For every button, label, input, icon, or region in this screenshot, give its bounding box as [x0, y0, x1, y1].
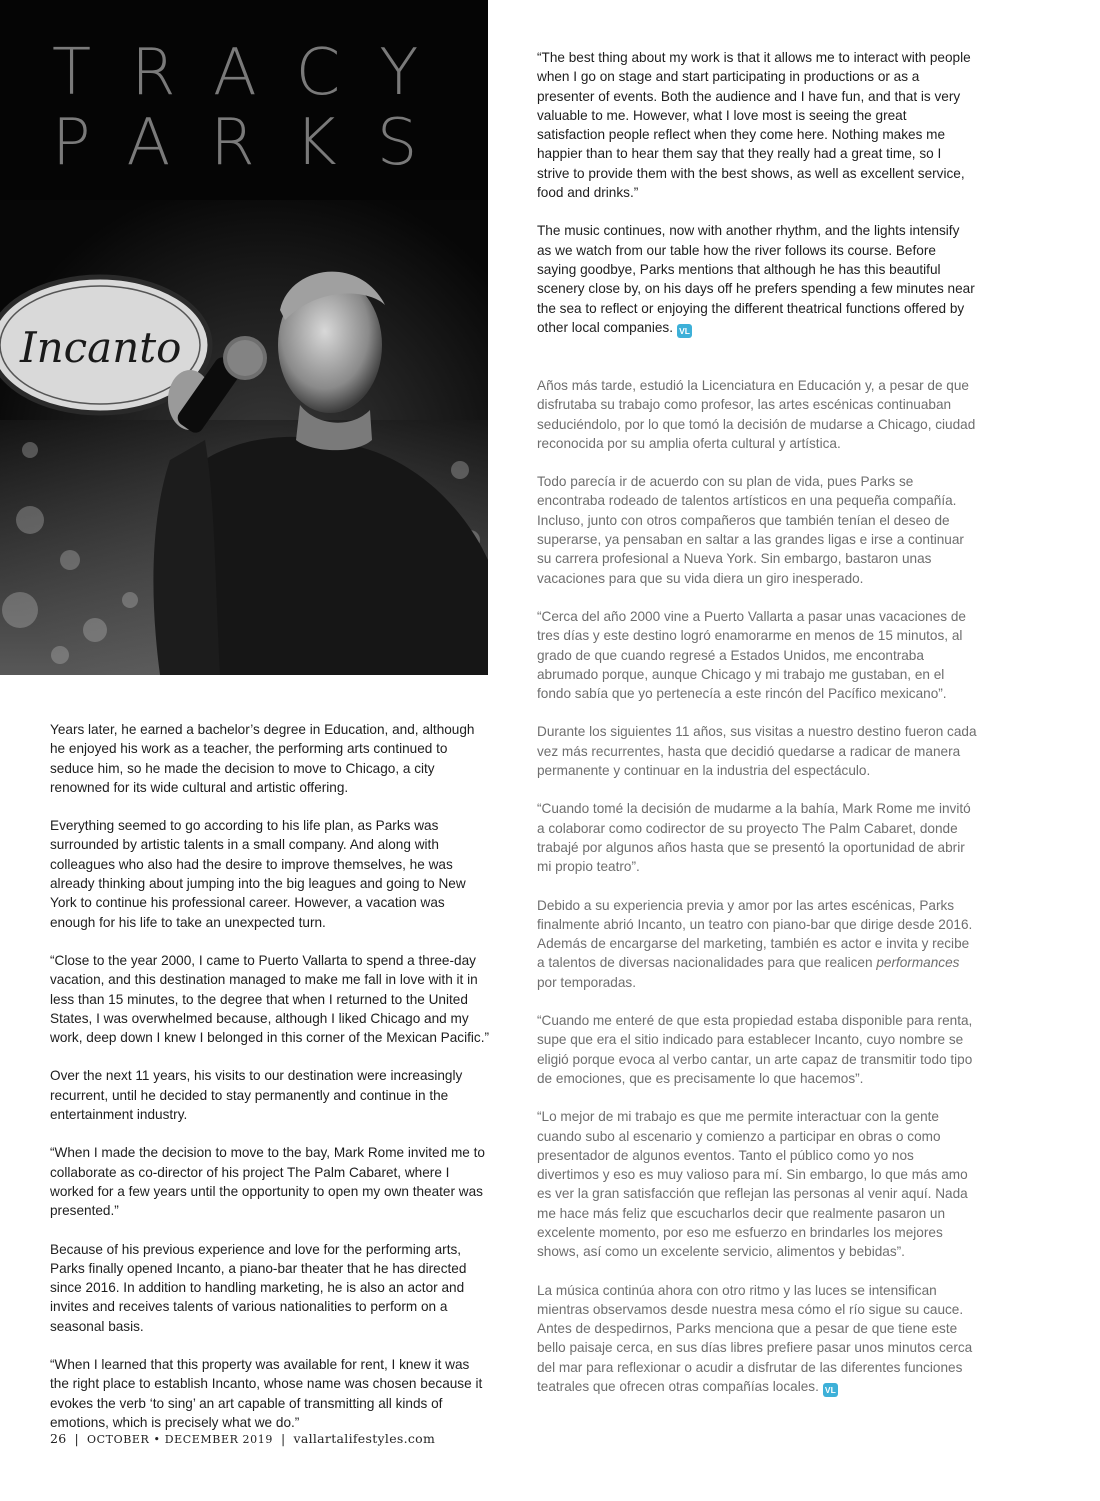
paragraph: “Cuando me enteré de que esta propiedad estaba disponible para renta, supe que era el sitio indicado para establecer Incanto, cuyo nombre se eligió porque evoca al verbo cantar, un arte capaz de transmitir todo tipo de emociones, que es precisamente lo que hacemos”.	[537, 1013, 973, 1086]
paragraph: Because of his previous experience and love for the performing arts, Parks finally opened Incanto, a piano-bar theater that he has directed since 2016. In addition to handling marketing, he is also an actor and invites and receives talents of various nationalities to perform on a seasonal basis.	[50, 1241, 467, 1334]
paragraph-final	[537, 1281, 977, 1397]
paragraph: “When I learned that this property was available for rent, I knew it was the right place to establish Incanto, whose name was chosen because it evokes the verb ‘to sing’ an art capable of transmitting all kinds of emotions, which is precisely what we do.”	[50, 1357, 483, 1430]
paragraph: Everything seemed to go according to his life plan, as Parks was surrounded by artistic talents in a small company. And along with colleagues who also had the desire to improve themselves, he was already thinking about jumping into the big leagues and going to New York to continue his professional career. However, a vacation was enough for his life to take an unexpected turn.	[50, 818, 466, 930]
paragraph: Over the next 11 years, his visits to our destination were increasingly recurrent, until he decided to stay permanently and continue in the entertainment industry.	[50, 1068, 463, 1123]
left-column-english	[50, 720, 490, 1451]
paragraph: “Lo mejor de mi trabajo es que me permite interactuar con la gente cuando subo al escenario y comienzo a participar en obras o como presentador de algunos eventos. Tanto el público como yo nos divertimos y eso es muy valioso para mí. Sin embargo, lo que más amo es ver la gran satisfacción que reflejan las personas al venir aquí. Nada me hace más feliz que escucharlos decir que realmente pasaron un excelente momento, por eso me esfuerzo en brindarles los mejores shows, así como un excelente servicio, alimentos y bebidas”.	[537, 1109, 968, 1260]
issue-date: OCTOBER • DECEMBER 2019	[87, 1433, 273, 1446]
title-line-first-name: TRACY	[52, 36, 459, 110]
footer-separator: |	[74, 1431, 80, 1446]
title-line-last-name: PARKS	[52, 106, 458, 180]
hero-photo	[0, 0, 488, 675]
footer-separator: |	[280, 1431, 286, 1446]
end-mark-icon: VL	[677, 324, 692, 338]
end-mark-icon: VL	[823, 1383, 838, 1397]
article-title	[52, 38, 458, 178]
paragraph: “Close to the year 2000, I came to Puerto Vallarta to spend a three-day vacation, and this destination managed to make me fall in love with it in less than 15 minutes, to the degree that when I returned to the United States, I was overwhelmed because, although I liked Chicago and my work, deep down I knew I belonged in this corner of the Mexican Pacific.”	[50, 952, 490, 1046]
sign-text: Incanto	[20, 323, 182, 372]
page-number: 26	[50, 1431, 67, 1446]
paragraph: Todo parecía ir de acuerdo con su plan de vida, pues Parks se encontraba rodeado de talentos artísticos en una pequeña compañía. Incluso, junto con otros compañeros que también tenían el deseo de superarse, ya pensaban en saltar a las grandes ligas e irse a continuar su carrera profesional a Nueva York. Sin embargo, bastaron unas vacaciones para que su vida diera un giro inesperado.	[537, 474, 964, 586]
page-footer	[50, 1431, 435, 1446]
emphasis-text: performances	[876, 955, 960, 971]
right-column-spanish	[537, 376, 977, 1416]
paragraph: “Cuando tomé la decisión de mudarme a la bahía, Mark Rome me invitó a colaborar como codirector de su proyecto The Palm Cabaret, donde trabajé por algunos años hasta que se presentó la oportunidad de abrir mi propio teatro”.	[537, 801, 971, 875]
paragraph: “Cerca del año 2000 vine a Puerto Vallarta a pasar unas vacaciones de tres días y este destino logró enamorarme en menos de 15 minutos, al grado de que cuando regresé a Estados Unidos, me encontraba abrumado porque, aunque Chicago y mi trabajo me gustaban, en el fondo sabía que yo pertenecía a este rincón del Pacífico mexicano”.	[537, 608, 966, 702]
paragraph-final	[537, 221, 977, 337]
paragraph-text: The music continues, now with another rhythm, and the lights intensify as we watch from our table how the river follows its course. Before saying goodbye, Parks mentions that although he has this beautiful scenery close by, on his days off he prefers spending a few minutes near the sea to reflect or enjoying the different theatrical functions offered by other local companies.	[537, 223, 975, 335]
paragraph	[537, 896, 977, 992]
paragraph-text: La música continúa ahora con otro ritmo y las luces se intensifican mientras observamos desde nuestra mesa cómo el río sigue su cauce. Antes de despedirnos, Parks menciona que a pesar de que tiene este bello paisaje cerca, en sus días libres prefiere pasar unos minutos cerca del mar para reflexionar o acudir a disfrutar de las diferentes funciones teatrales que ofrecen otras compañías locales.	[537, 1282, 973, 1395]
paragraph-text: Debido a su experiencia previa y amor por las artes escénicas, Parks finalmente abrió Incanto, un teatro con piano-bar que dirige desde 2016. Además de encargarse del marketing, también es actor e invita y recibe a talentos de diversas nacionalidades para que realicen	[537, 897, 973, 971]
website-link[interactable]: vallartalifestyles.com	[293, 1431, 436, 1446]
paragraph-text: por temporadas.	[537, 974, 636, 990]
paragraph: Durante los siguientes 11 años, sus visitas a nuestro destino fueron cada vez más recurrentes, hasta que decidió quedarse a radicar de manera permanente y continuar en la industria del espectáculo.	[537, 724, 977, 779]
paragraph: “The best thing about my work is that it allows me to interact with people when I go on stage and start participating in productions or as a presenter of events. Both the audience and I have fun, and that is very valuable to me. However, what I love most is seeing the great satisfaction people reflect when they come here. Nothing makes me happier than to hear them say that they really had a great time, so I strive to provide them with the best shows, as well as excellent service, food and drinks.”	[537, 50, 971, 201]
paragraph: Años más tarde, estudió la Licenciatura en Educación y, a pesar de que disfrutaba su trabajo como profesor, las artes escénicas continuaban seduciéndolo, por lo que tomó la decisión de mudarse a Chicago, ciudad reconocida por su amplia oferta cultural y artística.	[537, 378, 976, 451]
paragraph: Years later, he earned a bachelor’s degree in Education, and, although he enjoyed his work as a teacher, the performing arts continued to seduce him, so he made the decision to move to Chicago, a city renowned for its wide cultural and artistic offering.	[50, 722, 475, 795]
right-column-english	[537, 48, 977, 357]
paragraph: “When I made the decision to move to the bay, Mark Rome invited me to collaborate as co-director of his project The Palm Cabaret, where I worked for a few years until the opportunity to open my own theater was presented.”	[50, 1145, 485, 1219]
